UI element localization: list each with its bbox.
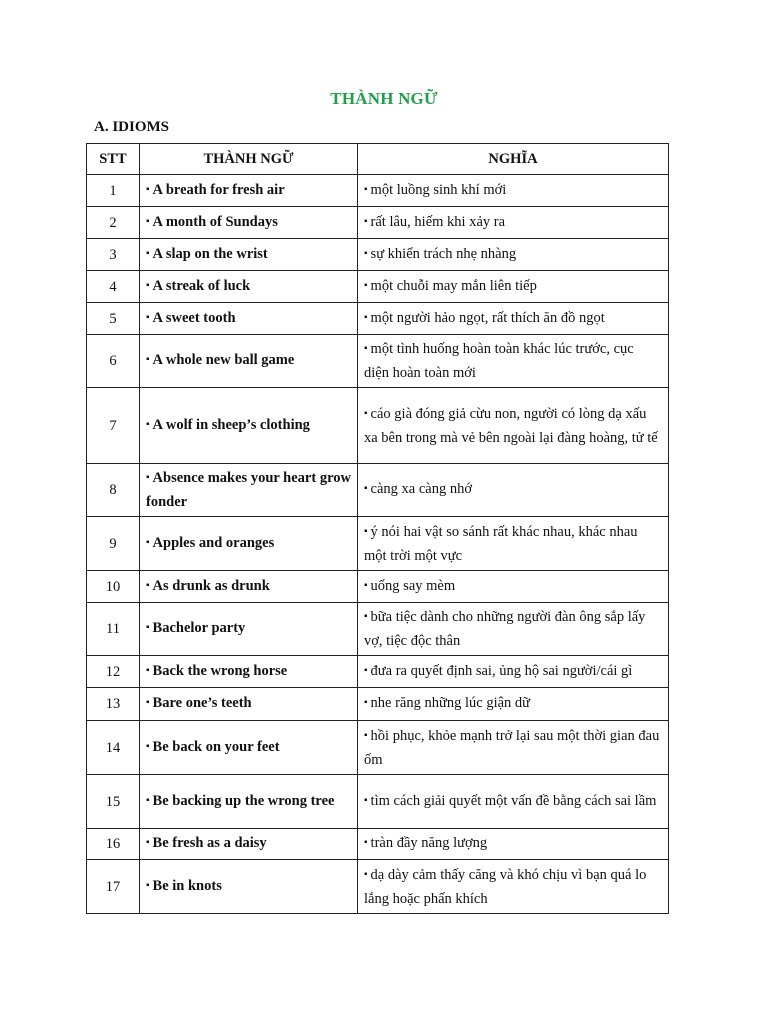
idiom-text: Be back on your feet: [152, 738, 280, 755]
table-header-row: [87, 144, 669, 175]
idiom-text: A whole new ball game: [152, 352, 295, 368]
bullet-icon: ▪: [146, 536, 150, 548]
row-stt: 12: [87, 656, 140, 688]
bullet-icon: ▪: [146, 247, 150, 259]
row-meaning: [358, 721, 669, 775]
idiom-text: Apples and oranges: [152, 534, 275, 551]
bullet-icon: ▪: [146, 879, 150, 891]
row-stt: 10: [87, 571, 140, 603]
bullet-icon: ▪: [146, 418, 150, 430]
idiom-text: As drunk as drunk: [152, 577, 270, 594]
header-stt: STT: [87, 144, 140, 175]
section-heading: A. IDIOMS: [94, 119, 170, 135]
meaning-text: hồi phục, khỏe mạnh trở lại sau một thời gian đau ốm: [364, 727, 660, 768]
meaning-text: dạ dày cảm thấy căng và khó chịu vì bạn quá lo lắng hoặc phấn khích: [364, 866, 647, 907]
row-idiom: [140, 571, 358, 603]
bullet-icon: ▪: [146, 311, 150, 323]
bullet-icon: ▪: [364, 579, 368, 591]
table-row: [87, 860, 669, 914]
table-row: [87, 775, 669, 829]
table-row: [87, 303, 669, 335]
meaning-text: tràn đầy năng lượng: [370, 835, 488, 851]
row-stt: 6: [87, 335, 140, 388]
idiom-text: A wolf in sheep’s clothing: [152, 416, 310, 433]
row-stt: 13: [87, 688, 140, 721]
idioms-table: [86, 143, 669, 914]
row-meaning: [358, 656, 669, 688]
row-meaning: [358, 239, 669, 271]
row-idiom: [140, 388, 358, 464]
bullet-icon: ▪: [146, 837, 150, 848]
bullet-icon: ▪: [364, 525, 368, 537]
row-meaning: [358, 271, 669, 303]
bullet-icon: ▪: [364, 611, 368, 622]
idiom-text: Be in knots: [152, 877, 222, 894]
idiom-text: Be backing up the wrong tree: [152, 792, 335, 809]
table-row: [87, 603, 669, 656]
idiom-text: A slap on the wrist: [152, 245, 268, 262]
row-stt: 7: [87, 388, 140, 464]
row-stt: 9: [87, 517, 140, 571]
row-idiom: [140, 656, 358, 688]
row-meaning: [358, 571, 669, 603]
bullet-icon: ▪: [364, 697, 368, 708]
idiom-text: Bare one’s teeth: [152, 695, 252, 711]
meaning-text: một chuỗi may mắn liên tiếp: [370, 277, 537, 294]
row-stt: 5: [87, 303, 140, 335]
meaning-text: nhe răng những lúc giận dữ: [370, 695, 531, 711]
table-row: [87, 207, 669, 239]
bullet-icon: ▪: [364, 664, 368, 676]
meaning-text: sự khiển trách nhẹ nhàng: [370, 245, 517, 262]
bullet-icon: ▪: [146, 622, 150, 633]
table-row: [87, 464, 669, 517]
bullet-icon: ▪: [364, 483, 368, 494]
row-meaning: [358, 464, 669, 517]
table-row: [87, 688, 669, 721]
row-stt: 3: [87, 239, 140, 271]
row-idiom: [140, 239, 358, 271]
bullet-icon: ▪: [146, 740, 150, 752]
meaning-text: rất lâu, hiếm khi xảy ra: [370, 213, 506, 230]
bullet-icon: ▪: [146, 354, 150, 365]
table-row: [87, 271, 669, 303]
table-row: [87, 829, 669, 860]
idiom-text: Absence makes your heart grow fonder: [146, 470, 351, 510]
bullet-icon: ▪: [364, 311, 368, 323]
meaning-text: ý nói hai vật so sánh rất khác nhau, khác nhau một trời một vực: [364, 523, 638, 564]
row-meaning: [358, 829, 669, 860]
row-meaning: [358, 207, 669, 239]
table-row: [87, 388, 669, 464]
bullet-icon: ▪: [364, 868, 368, 880]
row-meaning: [358, 303, 669, 335]
row-idiom: [140, 464, 358, 517]
row-meaning: [358, 335, 669, 388]
page-title: THÀNH NGỮ: [330, 89, 438, 108]
row-meaning: [358, 775, 669, 829]
meaning-text: càng xa càng nhớ: [370, 481, 473, 497]
table-body: [87, 175, 669, 914]
row-idiom: [140, 207, 358, 239]
bullet-icon: ▪: [364, 407, 368, 419]
bullet-icon: ▪: [364, 794, 368, 806]
row-meaning: [358, 388, 669, 464]
row-stt: 17: [87, 860, 140, 914]
row-stt: 15: [87, 775, 140, 829]
meaning-text: một người hảo ngọt, rất thích ăn đồ ngọt: [370, 309, 605, 326]
row-idiom: [140, 517, 358, 571]
idiom-text: Be fresh as a daisy: [152, 835, 267, 851]
row-idiom: [140, 603, 358, 656]
bullet-icon: ▪: [146, 215, 150, 227]
meaning-text: tìm cách giải quyết một vấn đề bằng cách sai lầm: [370, 792, 657, 809]
row-idiom: [140, 688, 358, 721]
row-meaning: [358, 175, 669, 207]
row-stt: 8: [87, 464, 140, 517]
idiom-text: A streak of luck: [152, 277, 251, 294]
table-row: [87, 721, 669, 775]
meaning-text: uống say mèm: [370, 577, 456, 594]
row-stt: 16: [87, 829, 140, 860]
row-stt: 4: [87, 271, 140, 303]
bullet-icon: ▪: [364, 247, 368, 259]
row-idiom: [140, 721, 358, 775]
row-idiom: [140, 175, 358, 207]
table-row: [87, 239, 669, 271]
row-idiom: [140, 860, 358, 914]
row-meaning: [358, 688, 669, 721]
header-idiom: THÀNH NGỮ: [140, 144, 358, 175]
row-stt: 1: [87, 175, 140, 207]
meaning-text: cáo già đóng giả cừu non, người có lòng dạ xấu xa bên trong mà vẻ bên ngoài lại đàng hoàng, tử tế: [364, 405, 658, 446]
idiom-text: Bachelor party: [152, 620, 246, 636]
bullet-icon: ▪: [146, 279, 150, 291]
meaning-text: bữa tiệc dành cho những người đàn ông sắp lấy vợ, tiệc độc thân: [364, 609, 646, 649]
row-stt: 11: [87, 603, 140, 656]
row-idiom: [140, 335, 358, 388]
bullet-icon: ▪: [146, 664, 150, 676]
row-stt: 2: [87, 207, 140, 239]
table-row: [87, 517, 669, 571]
meaning-text: một luồng sinh khí mới: [370, 181, 507, 198]
row-stt: 14: [87, 721, 140, 775]
idiom-text: A month of Sundays: [152, 213, 278, 230]
row-idiom: [140, 829, 358, 860]
idiom-text: A breath for fresh air: [152, 181, 285, 198]
bullet-icon: ▪: [146, 183, 150, 195]
row-idiom: [140, 271, 358, 303]
header-meaning: NGHĨA: [358, 144, 669, 175]
meaning-text: đưa ra quyết định sai, ủng hộ sai người/cái gì: [370, 662, 633, 679]
row-meaning: [358, 517, 669, 571]
idiom-text: A sweet tooth: [152, 309, 236, 326]
table-row: [87, 175, 669, 207]
idiom-text: Back the wrong horse: [152, 662, 288, 679]
bullet-icon: ▪: [364, 343, 368, 354]
row-idiom: [140, 303, 358, 335]
bullet-icon: ▪: [146, 472, 150, 483]
bullet-icon: ▪: [364, 837, 368, 848]
table-row: [87, 656, 669, 688]
row-idiom: [140, 775, 358, 829]
bullet-icon: ▪: [364, 215, 368, 227]
bullet-icon: ▪: [146, 579, 150, 591]
table-row: [87, 571, 669, 603]
bullet-icon: ▪: [146, 697, 150, 708]
bullet-icon: ▪: [364, 183, 368, 195]
bullet-icon: ▪: [146, 794, 150, 806]
row-meaning: [358, 603, 669, 656]
row-meaning: [358, 860, 669, 914]
meaning-text: một tình huống hoàn toàn khác lúc trước, cục diện hoàn toàn mới: [364, 341, 634, 381]
table-row: [87, 335, 669, 388]
bullet-icon: ▪: [364, 729, 368, 741]
bullet-icon: ▪: [364, 279, 368, 291]
